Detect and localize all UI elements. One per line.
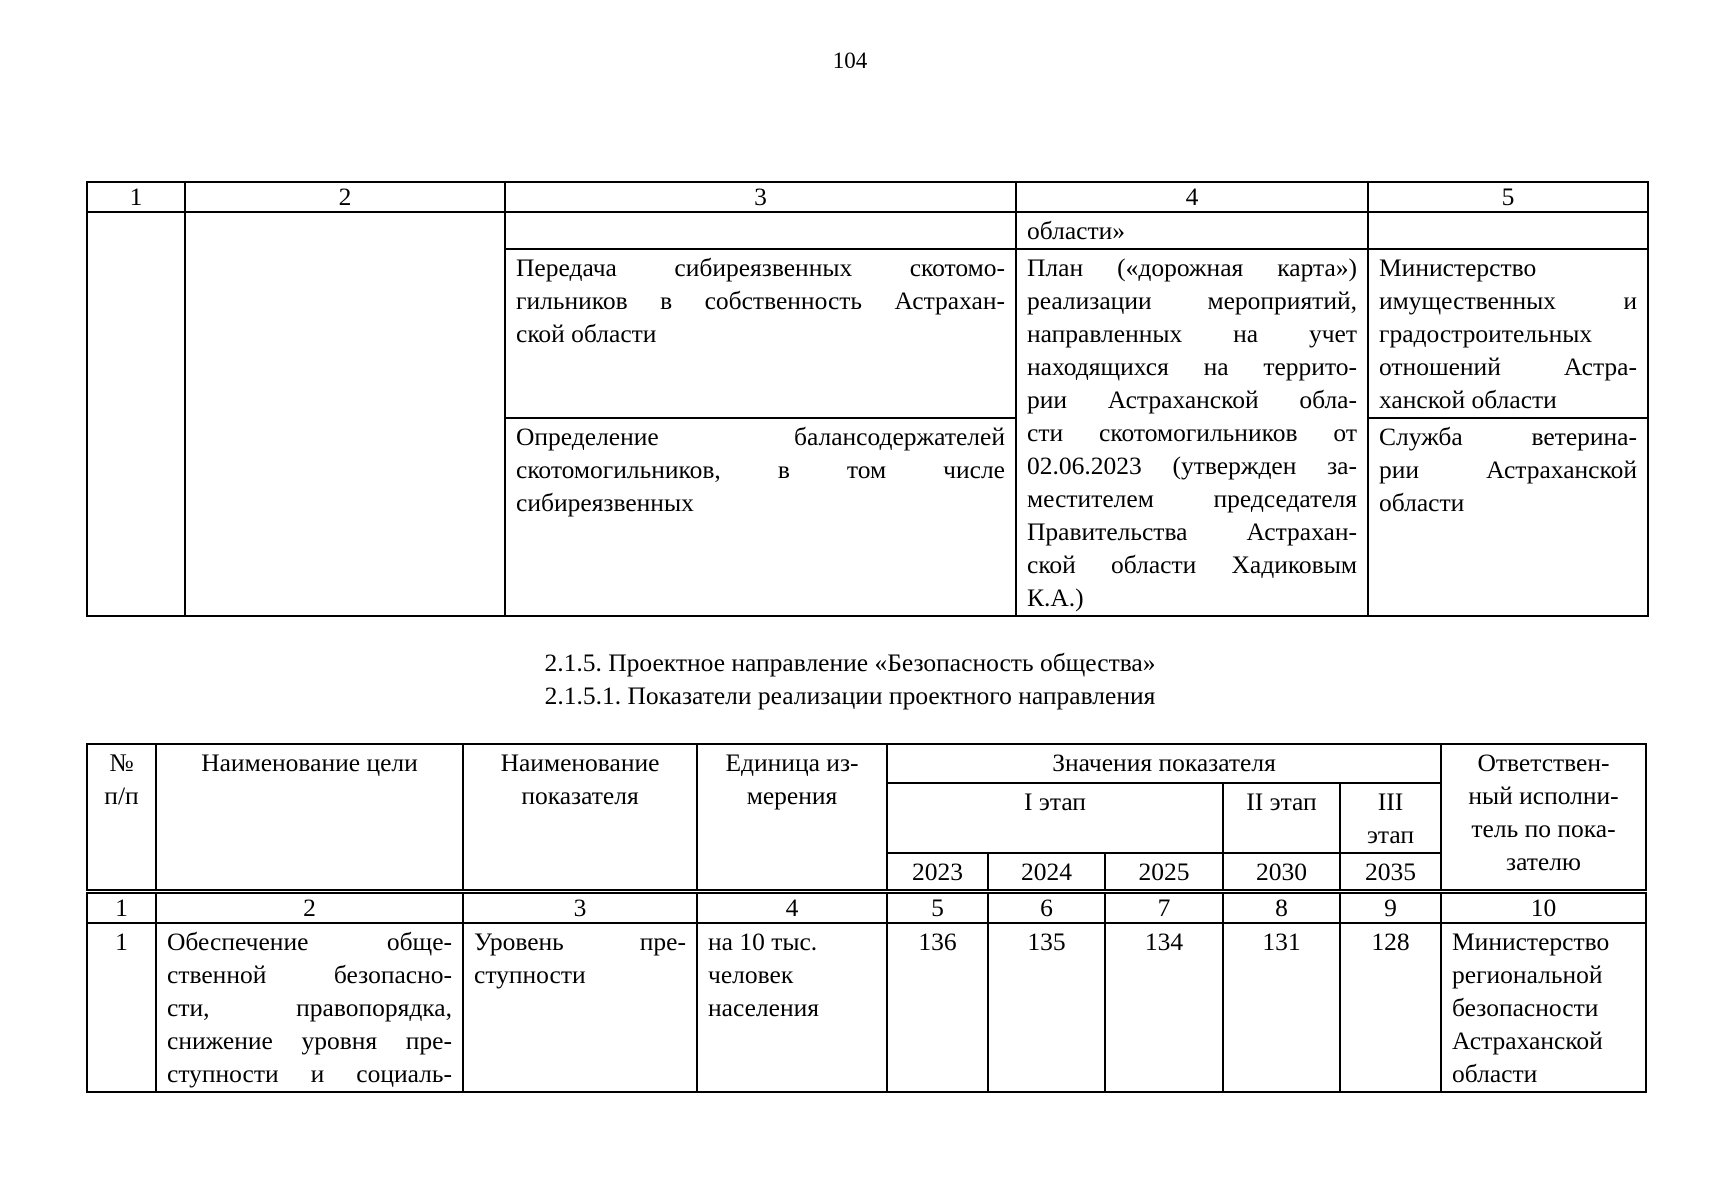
indicators-table <box>86 743 1647 1093</box>
responsible-text: Министерство региональной безопасности Астраханской области <box>1441 923 1646 1092</box>
header-responsible: Ответствен- ный исполни- тель по пока- зателю <box>1441 744 1646 892</box>
cell-empty <box>185 212 505 616</box>
col-number: 4 <box>697 892 887 924</box>
goal-text: Обеспечение обще- ственной безопасно- сти, правопорядка, снижение уровня пре- ступности и социаль- <box>156 923 463 1092</box>
value-2023: 136 <box>887 923 988 1092</box>
col-number: 5 <box>1368 182 1648 212</box>
col-number: 3 <box>505 182 1016 212</box>
header-indicator-values: Значения показателя <box>887 744 1441 783</box>
column-number-row <box>87 892 1646 924</box>
col-number: 9 <box>1340 892 1441 924</box>
header-number: № п/п <box>87 744 156 892</box>
indicator-text: Уровень пре- ступности <box>463 923 697 1092</box>
cell-empty <box>505 212 1016 249</box>
unit-text: на 10 тыс. человек населения <box>697 923 887 1092</box>
responsible-veterinary-service: Служба ветерина- рии Астраханской области <box>1368 418 1648 616</box>
header-row <box>87 744 1646 783</box>
header-indicator: Наименование показателя <box>463 744 697 892</box>
header-year: 2030 <box>1223 853 1340 892</box>
header-goal: Наименование цели <box>156 744 463 892</box>
row-number: 1 <box>87 923 156 1092</box>
header-year: 2024 <box>988 853 1105 892</box>
activities-table <box>86 181 1649 617</box>
cell-continued-text: области» <box>1016 212 1368 249</box>
col-number: 7 <box>1105 892 1223 924</box>
value-2025: 134 <box>1105 923 1223 1092</box>
roadmap-plan: План («дорожная карта») реализации мероприятий, направленных на учет находящихся на террито- рии Астраханской обла- сти скотомогильников от 02.06.2023 (утвержден за- местителем председателя Правительства Астрахан- ской области Хадиковым К.А.) <box>1016 249 1368 616</box>
cell-empty <box>1368 212 1648 249</box>
subsection-title: 2.1.5.1. Показатели реализации проектного направления <box>544 681 1156 710</box>
header-unit: Единица из- мерения <box>697 744 887 892</box>
col-number: 8 <box>1223 892 1340 924</box>
column-number-row <box>87 182 1648 212</box>
cell-empty <box>87 212 185 616</box>
page-number: 104 <box>832 48 868 73</box>
value-2024: 135 <box>988 923 1105 1092</box>
section-title: 2.1.5. Проектное направление «Безопасность общества» <box>544 648 1156 677</box>
responsible-ministry-property: Министерство имущественных и градостроительных отношений Астра- ханской области <box>1368 249 1648 418</box>
header-stage-3: III этап <box>1340 783 1441 853</box>
col-number: 4 <box>1016 182 1368 212</box>
header-year: 2023 <box>887 853 988 892</box>
header-stage-2: II этап <box>1223 783 1340 853</box>
col-number: 3 <box>463 892 697 924</box>
table-row <box>87 212 1648 249</box>
col-number: 2 <box>156 892 463 924</box>
header-year: 2035 <box>1340 853 1441 892</box>
task-define-holders: Определение балансодержателей скотомогильников, в том числе сибиреязвенных <box>505 418 1016 616</box>
col-number: 6 <box>988 892 1105 924</box>
value-2035: 128 <box>1340 923 1441 1092</box>
col-number: 2 <box>185 182 505 212</box>
col-number: 1 <box>87 892 156 924</box>
header-year: 2025 <box>1105 853 1223 892</box>
col-number: 5 <box>887 892 988 924</box>
table-row <box>87 923 1646 1092</box>
col-number: 1 <box>87 182 185 212</box>
col-number: 10 <box>1441 892 1646 924</box>
header-stage-1: I этап <box>887 783 1223 853</box>
task-transfer: Передача сибиреязвенных скотомо- гильников в собственность Астрахан- ской области <box>505 249 1016 418</box>
value-2030: 131 <box>1223 923 1340 1092</box>
